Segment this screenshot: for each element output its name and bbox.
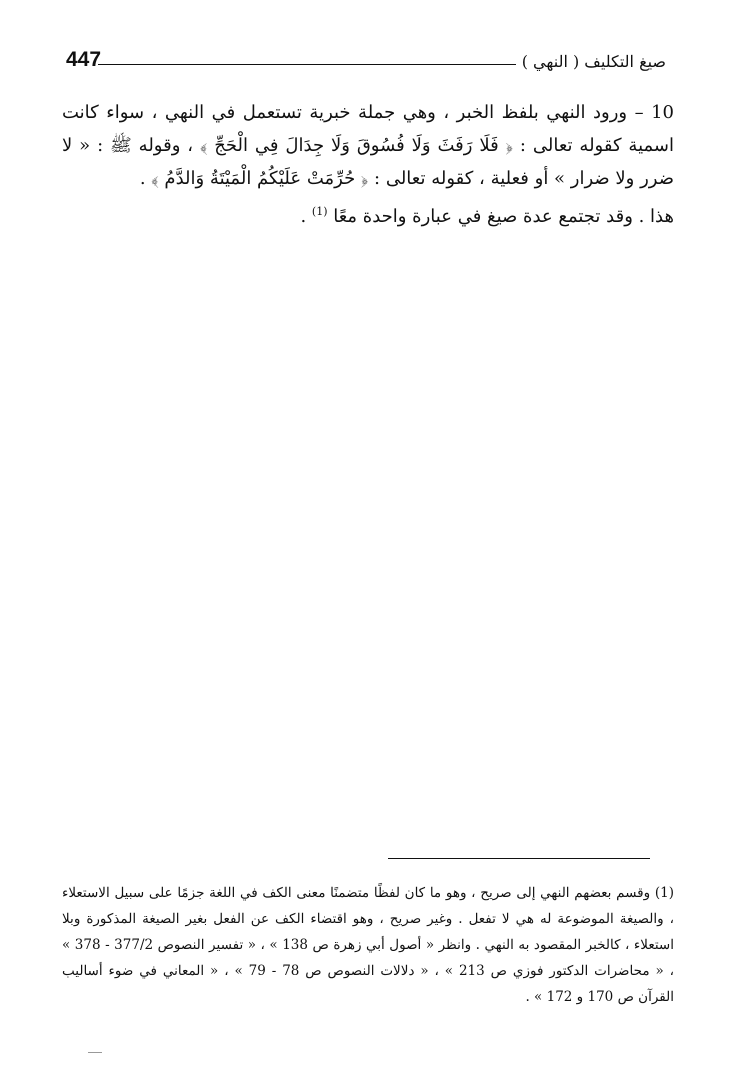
footnote-rule <box>388 858 650 859</box>
page-mark <box>88 1052 102 1053</box>
header-rule <box>98 64 516 65</box>
closing-line <box>62 195 674 233</box>
footnote-reference: (1) <box>311 205 328 218</box>
body-paragraph: 10 – ورود النهي بلفظ الخبر ، وهي جملة خبرية تستعمل في النهي ، سواء كانت اسمية كقوله تعالى : ﴿ فَلَا رَفَثَ وَلَا فُسُوقَ وَلَا جِدَالَ فِي الْحَجِّ ﴾ ، وقوله ﷺ : « لا ضرر ولا ضرار » أو فعلية ، كقوله تعالى : ﴿ حُرِّمَتْ عَلَيْكُمُ الْمَيْتَةُ وَالدَّمُ ﴾ . <box>62 102 674 189</box>
closing-punctuation: . <box>300 206 312 227</box>
running-title: صيغ التكليف ( النهي ) <box>521 52 666 71</box>
page-number: 447 <box>66 48 102 71</box>
page-header <box>66 48 666 78</box>
closing-text: هذا . وقد تجتمع عدة صيغ في عبارة واحدة معًا <box>333 206 674 227</box>
footnote-text: (1) وقسم بعضهم النهي إلى صريح ، وهو ما كان لفظًا متضمنًا معنى الكف في اللغة جزمًا على سبيل الاستعلاء ، والصيغة الموضوعة له هي لا تفعل . وغير صريح ، وهو اقتضاء الكف عن الفعل بغير الصيغة المذكورة وبلا استعلاء ، كالخبر المقصود به النهي . وانظر « أصول أبي زهرة ص 138 » ، « تفسير النصوص 377/2 - 378 » ، « محاضرات الدكتور فوزي ص 213 » ، « دلالات النصوص ص 78 - 79 » ، « المعاني في ضوء أساليب القرآن ص 170 و 172 » . <box>62 885 674 1005</box>
main-text <box>62 96 674 233</box>
footnote <box>62 880 674 1010</box>
